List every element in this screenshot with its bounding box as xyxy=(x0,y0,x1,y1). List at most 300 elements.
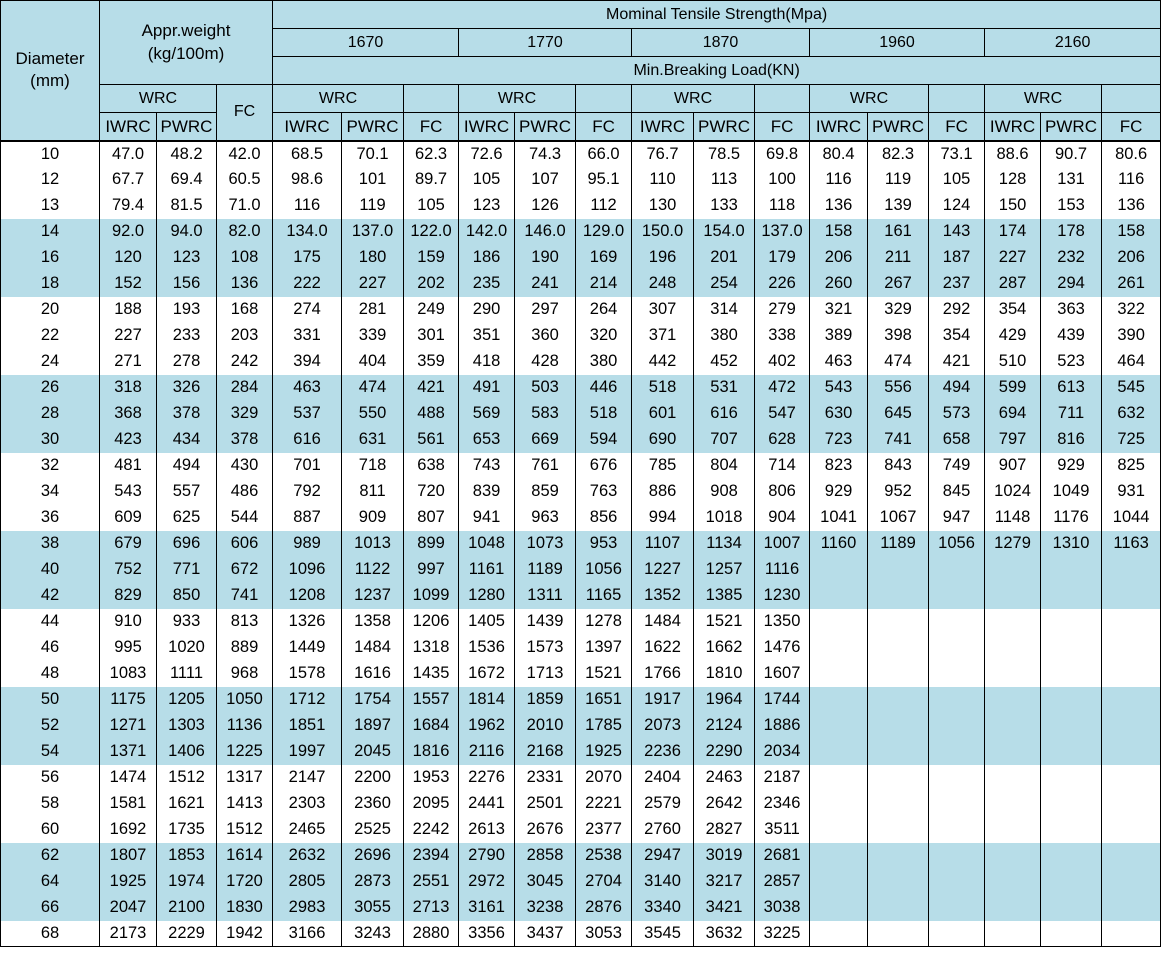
table-cell: 60.5 xyxy=(217,167,273,193)
table-cell: 187 xyxy=(929,245,985,271)
table-cell: 428 xyxy=(515,349,576,375)
table-cell: 1622 xyxy=(632,635,694,661)
table-cell: 73.1 xyxy=(929,141,985,167)
table-cell: 631 xyxy=(342,427,404,453)
table-cell: 503 xyxy=(515,375,576,401)
grade-1770-fc-header: FC xyxy=(576,113,632,141)
table-cell: 2704 xyxy=(576,869,632,895)
table-cell: 720 xyxy=(404,479,459,505)
table-cell: 1096 xyxy=(273,557,342,583)
table-cell: 1176 xyxy=(1041,505,1102,531)
table-cell: 284 xyxy=(217,375,273,401)
table-cell xyxy=(929,583,985,609)
diameter-cell: 68 xyxy=(1,921,100,947)
table-cell: 2073 xyxy=(632,713,694,739)
table-cell: 290 xyxy=(459,297,515,323)
table-cell: 1484 xyxy=(632,609,694,635)
table-cell: 1814 xyxy=(459,687,515,713)
table-cell: 1049 xyxy=(1041,479,1102,505)
table-cell xyxy=(985,765,1041,791)
table-cell: 136 xyxy=(810,193,868,219)
table-row xyxy=(1,921,1161,947)
table-row xyxy=(1,739,1161,765)
table-row xyxy=(1,843,1161,869)
table-cell: 66.0 xyxy=(576,141,632,167)
table-cell: 128 xyxy=(985,167,1041,193)
table-cell xyxy=(810,713,868,739)
table-cell: 1406 xyxy=(157,739,217,765)
table-cell: 628 xyxy=(755,427,810,453)
table-cell: 3166 xyxy=(273,921,342,947)
table-cell: 242 xyxy=(217,349,273,375)
table-cell: 3545 xyxy=(632,921,694,947)
table-cell: 439 xyxy=(1041,323,1102,349)
table-cell: 360 xyxy=(515,323,576,349)
table-cell: 823 xyxy=(810,453,868,479)
table-cell: 72.6 xyxy=(459,141,515,167)
diameter-cell: 42 xyxy=(1,583,100,609)
table-cell: 368 xyxy=(100,401,157,427)
table-cell: 287 xyxy=(985,271,1041,297)
table-cell xyxy=(1041,791,1102,817)
table-cell: 1512 xyxy=(217,817,273,843)
table-cell: 1326 xyxy=(273,609,342,635)
table-cell: 2983 xyxy=(273,895,342,921)
table-cell xyxy=(985,609,1041,635)
table-cell: 690 xyxy=(632,427,694,453)
diameter-cell: 48 xyxy=(1,661,100,687)
table-cell xyxy=(1102,895,1161,921)
table-cell: 518 xyxy=(632,375,694,401)
table-cell: 1413 xyxy=(217,791,273,817)
table-cell: 491 xyxy=(459,375,515,401)
table-row xyxy=(1,401,1161,427)
table-cell: 933 xyxy=(157,609,217,635)
table-cell: 1136 xyxy=(217,713,273,739)
table-cell: 843 xyxy=(868,453,929,479)
table-cell xyxy=(929,817,985,843)
table-cell: 2696 xyxy=(342,843,404,869)
table-cell: 707 xyxy=(694,427,755,453)
table-cell xyxy=(810,661,868,687)
diameter-unit: (mm) xyxy=(30,71,70,91)
table-cell: 606 xyxy=(217,531,273,557)
table-row xyxy=(1,271,1161,297)
table-cell xyxy=(985,687,1041,713)
table-cell: 811 xyxy=(342,479,404,505)
table-cell: 338 xyxy=(755,323,810,349)
table-cell: 274 xyxy=(273,297,342,323)
table-cell xyxy=(1041,687,1102,713)
table-cell xyxy=(985,817,1041,843)
table-cell xyxy=(868,843,929,869)
table-cell: 235 xyxy=(459,271,515,297)
table-cell: 74.3 xyxy=(515,141,576,167)
table-cell xyxy=(810,739,868,765)
table-cell xyxy=(929,791,985,817)
table-cell: 168 xyxy=(217,297,273,323)
table-cell: 322 xyxy=(1102,297,1161,323)
diameter-cell: 34 xyxy=(1,479,100,505)
table-cell: 67.7 xyxy=(100,167,157,193)
table-cell: 175 xyxy=(273,245,342,271)
table-cell: 1476 xyxy=(755,635,810,661)
grade-1770-pwrc-header: PWRC xyxy=(515,113,576,141)
table-cell: 261 xyxy=(1102,271,1161,297)
table-cell xyxy=(868,791,929,817)
breaking-load-header: Min.Breaking Load(KN) xyxy=(273,57,1161,85)
table-cell xyxy=(1102,661,1161,687)
table-cell: 486 xyxy=(217,479,273,505)
table-cell: 856 xyxy=(576,505,632,531)
table-cell: 531 xyxy=(694,375,755,401)
table-row xyxy=(1,817,1161,843)
table-cell: 203 xyxy=(217,323,273,349)
table-cell: 129.0 xyxy=(576,219,632,245)
table-cell: 123 xyxy=(459,193,515,219)
table-cell: 594 xyxy=(576,427,632,453)
table-cell xyxy=(1102,843,1161,869)
table-cell: 390 xyxy=(1102,323,1161,349)
table-cell: 2880 xyxy=(404,921,459,947)
table-cell xyxy=(1102,921,1161,947)
table-cell: 931 xyxy=(1102,479,1161,505)
table-row xyxy=(1,609,1161,635)
table-cell: 761 xyxy=(515,453,576,479)
table-cell: 146.0 xyxy=(515,219,576,245)
table-cell: 42.0 xyxy=(217,141,273,167)
table-cell: 995 xyxy=(100,635,157,661)
table-cell: 701 xyxy=(273,453,342,479)
table-cell xyxy=(810,869,868,895)
table-cell: 423 xyxy=(100,427,157,453)
table-cell: 139 xyxy=(868,193,929,219)
table-cell: 2360 xyxy=(342,791,404,817)
table-cell xyxy=(1102,713,1161,739)
table-cell: 69.4 xyxy=(157,167,217,193)
table-cell: 1352 xyxy=(632,583,694,609)
table-cell xyxy=(810,843,868,869)
table-cell: 113 xyxy=(694,167,755,193)
table-cell: 394 xyxy=(273,349,342,375)
table-cell xyxy=(868,609,929,635)
table-cell: 1897 xyxy=(342,713,404,739)
table-cell: 1311 xyxy=(515,583,576,609)
table-cell: 119 xyxy=(342,193,404,219)
table-cell: 137.0 xyxy=(755,219,810,245)
table-cell: 929 xyxy=(810,479,868,505)
table-cell xyxy=(985,739,1041,765)
table-cell: 2047 xyxy=(100,895,157,921)
table-cell: 1230 xyxy=(755,583,810,609)
table-cell: 2221 xyxy=(576,791,632,817)
table-cell: 2124 xyxy=(694,713,755,739)
table-cell: 122.0 xyxy=(404,219,459,245)
grade-1960-fc-spacer xyxy=(929,85,985,113)
table-cell: 118 xyxy=(755,193,810,219)
table-cell: 1853 xyxy=(157,843,217,869)
table-cell: 741 xyxy=(868,427,929,453)
table-cell: 3053 xyxy=(576,921,632,947)
table-cell: 601 xyxy=(632,401,694,427)
table-cell: 859 xyxy=(515,479,576,505)
table-cell: 214 xyxy=(576,271,632,297)
table-row xyxy=(1,661,1161,687)
table-cell: 78.5 xyxy=(694,141,755,167)
table-cell: 174 xyxy=(985,219,1041,245)
table-cell: 1073 xyxy=(515,531,576,557)
table-cell: 158 xyxy=(810,219,868,245)
table-cell xyxy=(929,921,985,947)
table-cell: 1189 xyxy=(515,557,576,583)
table-cell: 1536 xyxy=(459,635,515,661)
table-body xyxy=(1,141,1161,947)
table-cell: 1766 xyxy=(632,661,694,687)
table-cell: 804 xyxy=(694,453,755,479)
table-cell: 150 xyxy=(985,193,1041,219)
table-cell xyxy=(868,895,929,921)
table-cell: 1050 xyxy=(217,687,273,713)
table-cell: 326 xyxy=(157,375,217,401)
table-cell: 829 xyxy=(100,583,157,609)
table-cell: 2805 xyxy=(273,869,342,895)
table-cell: 1225 xyxy=(217,739,273,765)
table-cell: 294 xyxy=(1041,271,1102,297)
diameter-cell: 54 xyxy=(1,739,100,765)
table-cell: 616 xyxy=(694,401,755,427)
table-cell xyxy=(1102,791,1161,817)
table-cell: 1163 xyxy=(1102,531,1161,557)
table-cell: 510 xyxy=(985,349,1041,375)
table-cell: 1206 xyxy=(404,609,459,635)
table-cell: 430 xyxy=(217,453,273,479)
table-cell xyxy=(929,609,985,635)
table-row xyxy=(1,245,1161,271)
table-cell: 947 xyxy=(929,505,985,531)
table-cell: 202 xyxy=(404,271,459,297)
grade-1870-fc-header: FC xyxy=(755,113,810,141)
table-cell: 3238 xyxy=(515,895,576,921)
table-cell: 806 xyxy=(755,479,810,505)
table-cell: 725 xyxy=(1102,427,1161,453)
table-row xyxy=(1,765,1161,791)
table-cell: 1651 xyxy=(576,687,632,713)
table-cell: 1521 xyxy=(576,661,632,687)
table-cell: 82.0 xyxy=(217,219,273,245)
table-cell: 494 xyxy=(929,375,985,401)
table-cell: 267 xyxy=(868,271,929,297)
diameter-cell: 64 xyxy=(1,869,100,895)
table-cell: 380 xyxy=(576,349,632,375)
table-cell: 1279 xyxy=(985,531,1041,557)
table-cell: 446 xyxy=(576,375,632,401)
table-cell: 1099 xyxy=(404,583,459,609)
table-cell: 1007 xyxy=(755,531,810,557)
diameter-cell: 13 xyxy=(1,193,100,219)
table-row xyxy=(1,193,1161,219)
table-cell: 714 xyxy=(755,453,810,479)
weight-label: Appr.weight xyxy=(141,21,231,41)
weight-pwrc-header: PWRC xyxy=(157,113,217,141)
table-cell: 130 xyxy=(632,193,694,219)
weight-fc-header: FC xyxy=(217,85,273,141)
table-cell: 763 xyxy=(576,479,632,505)
table-cell: 1208 xyxy=(273,583,342,609)
diameter-cell: 62 xyxy=(1,843,100,869)
grade-2160-iwrc-header: IWRC xyxy=(985,113,1041,141)
table-cell: 2579 xyxy=(632,791,694,817)
table-cell: 297 xyxy=(515,297,576,323)
table-cell: 2713 xyxy=(404,895,459,921)
table-cell: 2873 xyxy=(342,869,404,895)
table-cell: 1310 xyxy=(1041,531,1102,557)
table-cell: 116 xyxy=(810,167,868,193)
table-cell: 1974 xyxy=(157,869,217,895)
table-cell: 95.1 xyxy=(576,167,632,193)
table-cell: 2760 xyxy=(632,817,694,843)
table-cell: 339 xyxy=(342,323,404,349)
table-cell xyxy=(985,557,1041,583)
table-cell: 1317 xyxy=(217,765,273,791)
table-row xyxy=(1,531,1161,557)
table-cell: 1557 xyxy=(404,687,459,713)
table-cell: 1278 xyxy=(576,609,632,635)
table-cell: 2441 xyxy=(459,791,515,817)
table-cell: 929 xyxy=(1041,453,1102,479)
table-cell: 909 xyxy=(342,505,404,531)
table-cell: 1205 xyxy=(157,687,217,713)
table-cell: 354 xyxy=(929,323,985,349)
table-cell: 547 xyxy=(755,401,810,427)
table-cell xyxy=(810,557,868,583)
table-cell: 2377 xyxy=(576,817,632,843)
table-cell: 494 xyxy=(157,453,217,479)
table-cell: 2827 xyxy=(694,817,755,843)
table-cell: 1350 xyxy=(755,609,810,635)
table-cell: 771 xyxy=(157,557,217,583)
table-cell: 3140 xyxy=(632,869,694,895)
table-cell: 1616 xyxy=(342,661,404,687)
table-cell: 609 xyxy=(100,505,157,531)
table-cell: 1712 xyxy=(273,687,342,713)
table-cell: 161 xyxy=(868,219,929,245)
table-cell: 2331 xyxy=(515,765,576,791)
table-cell xyxy=(868,635,929,661)
table-cell: 953 xyxy=(576,531,632,557)
table-cell xyxy=(810,921,868,947)
table-cell: 2173 xyxy=(100,921,157,947)
table-cell: 561 xyxy=(404,427,459,453)
table-cell xyxy=(868,713,929,739)
diameter-cell: 16 xyxy=(1,245,100,271)
table-cell: 2947 xyxy=(632,843,694,869)
table-cell: 1134 xyxy=(694,531,755,557)
table-cell: 557 xyxy=(157,479,217,505)
table-cell: 1713 xyxy=(515,661,576,687)
table-cell xyxy=(1102,609,1161,635)
table-cell: 1484 xyxy=(342,635,404,661)
table-cell: 429 xyxy=(985,323,1041,349)
table-cell: 1397 xyxy=(576,635,632,661)
table-cell xyxy=(1041,817,1102,843)
table-cell: 839 xyxy=(459,479,515,505)
table-cell: 180 xyxy=(342,245,404,271)
table-cell: 81.5 xyxy=(157,193,217,219)
table-cell xyxy=(1041,557,1102,583)
table-cell: 90.7 xyxy=(1041,141,1102,167)
table-cell: 3019 xyxy=(694,843,755,869)
table-header xyxy=(1,1,1161,141)
grade-1770-wrc-header: WRC xyxy=(459,85,576,113)
table-cell: 813 xyxy=(217,609,273,635)
table-row xyxy=(1,141,1161,167)
table-cell: 94.0 xyxy=(157,219,217,245)
table-cell: 378 xyxy=(217,427,273,453)
table-cell: 550 xyxy=(342,401,404,427)
table-cell: 1227 xyxy=(632,557,694,583)
diameter-cell: 12 xyxy=(1,167,100,193)
table-cell xyxy=(1102,687,1161,713)
diameter-cell: 14 xyxy=(1,219,100,245)
table-cell: 632 xyxy=(1102,401,1161,427)
table-cell: 3632 xyxy=(694,921,755,947)
table-cell: 941 xyxy=(459,505,515,531)
table-cell: 2642 xyxy=(694,791,755,817)
table-cell: 1048 xyxy=(459,531,515,557)
table-cell xyxy=(929,765,985,791)
table-cell: 279 xyxy=(755,297,810,323)
table-cell xyxy=(868,921,929,947)
table-cell: 669 xyxy=(515,427,576,453)
table-cell: 119 xyxy=(868,167,929,193)
table-cell: 131 xyxy=(1041,167,1102,193)
table-cell: 1161 xyxy=(459,557,515,583)
table-cell: 1886 xyxy=(755,713,810,739)
table-cell: 1662 xyxy=(694,635,755,661)
table-cell: 237 xyxy=(929,271,985,297)
table-cell xyxy=(1041,843,1102,869)
table-cell: 1917 xyxy=(632,687,694,713)
table-row xyxy=(1,219,1161,245)
table-cell xyxy=(810,817,868,843)
table-cell: 2465 xyxy=(273,817,342,843)
table-cell: 3421 xyxy=(694,895,755,921)
table-cell: 1692 xyxy=(100,817,157,843)
table-cell: 1280 xyxy=(459,583,515,609)
table-cell xyxy=(985,583,1041,609)
table-cell: 159 xyxy=(404,245,459,271)
table-cell: 380 xyxy=(694,323,755,349)
table-cell: 107 xyxy=(515,167,576,193)
table-cell: 359 xyxy=(404,349,459,375)
table-cell: 573 xyxy=(929,401,985,427)
table-row xyxy=(1,583,1161,609)
table-cell: 154.0 xyxy=(694,219,755,245)
grade-1960-iwrc-header: IWRC xyxy=(810,113,868,141)
table-cell: 1807 xyxy=(100,843,157,869)
grade-2160-wrc-header: WRC xyxy=(985,85,1102,113)
table-cell xyxy=(985,921,1041,947)
table-cell: 1997 xyxy=(273,739,342,765)
table-cell: 158 xyxy=(1102,219,1161,245)
table-cell: 105 xyxy=(404,193,459,219)
table-cell: 2463 xyxy=(694,765,755,791)
table-row xyxy=(1,895,1161,921)
table-cell: 2070 xyxy=(576,765,632,791)
table-cell: 543 xyxy=(810,375,868,401)
table-cell: 1116 xyxy=(755,557,810,583)
table-cell: 329 xyxy=(868,297,929,323)
